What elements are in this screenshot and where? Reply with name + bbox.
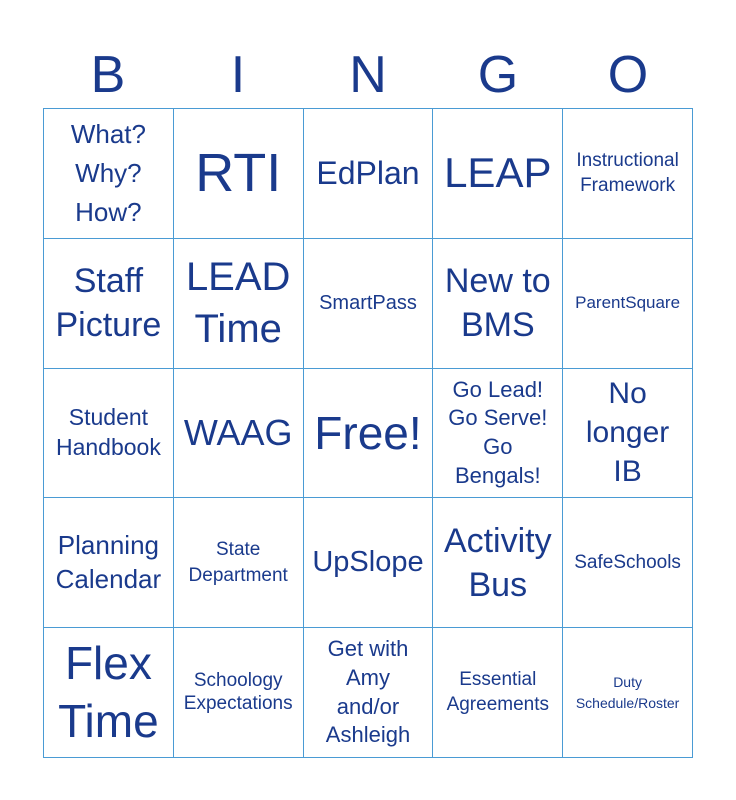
bingo-cell[interactable]: Student Handbook [44, 369, 174, 499]
bingo-cell[interactable]: LEAP [433, 109, 563, 239]
bingo-cell[interactable]: SmartPass [304, 239, 434, 369]
bingo-cell[interactable]: No longer IB [563, 369, 693, 499]
header-letter-o: O [607, 46, 649, 104]
header-letter-i: I [230, 46, 246, 104]
bingo-cell[interactable]: Schoology Expectations [174, 628, 304, 758]
bingo-cell[interactable]: Planning Calendar [44, 498, 174, 628]
bingo-cell[interactable]: Essential Agreements [433, 628, 563, 758]
bingo-cell[interactable]: New to BMS [433, 239, 563, 369]
bingo-card [43, 108, 693, 758]
bingo-cell[interactable]: Get with Amy and/or Ashleigh [304, 628, 434, 758]
bingo-cell[interactable]: ParentSquare [563, 239, 693, 369]
bingo-cell[interactable]: Instructional Framework [563, 109, 693, 239]
bingo-cell[interactable]: WAAG [174, 369, 304, 499]
header-letter-b: B [90, 46, 126, 104]
bingo-cell[interactable]: SafeSchools [563, 498, 693, 628]
bingo-cell[interactable]: LEAD Time [174, 239, 304, 369]
header-letter-n: N [349, 46, 387, 104]
bingo-cell[interactable]: Staff Picture [44, 239, 174, 369]
bingo-cell[interactable]: Activity Bus [433, 498, 563, 628]
bingo-cell[interactable]: RTI [174, 109, 304, 239]
bingo-cell[interactable]: UpSlope [304, 498, 434, 628]
bingo-cell[interactable]: What? Why? How? [44, 109, 174, 239]
bingo-cell[interactable]: Go Lead! Go Serve! Go Bengals! [433, 369, 563, 499]
bingo-cell free-space[interactable]: Free! [304, 369, 434, 499]
bingo-header [43, 42, 693, 108]
bingo-cell[interactable]: State Department [174, 498, 304, 628]
bingo-cell[interactable]: Flex Time [44, 628, 174, 758]
bingo-cell[interactable]: EdPlan [304, 109, 434, 239]
header-letter-g: G [477, 46, 519, 104]
bingo-cell[interactable]: Duty Schedule/Roster [563, 628, 693, 758]
